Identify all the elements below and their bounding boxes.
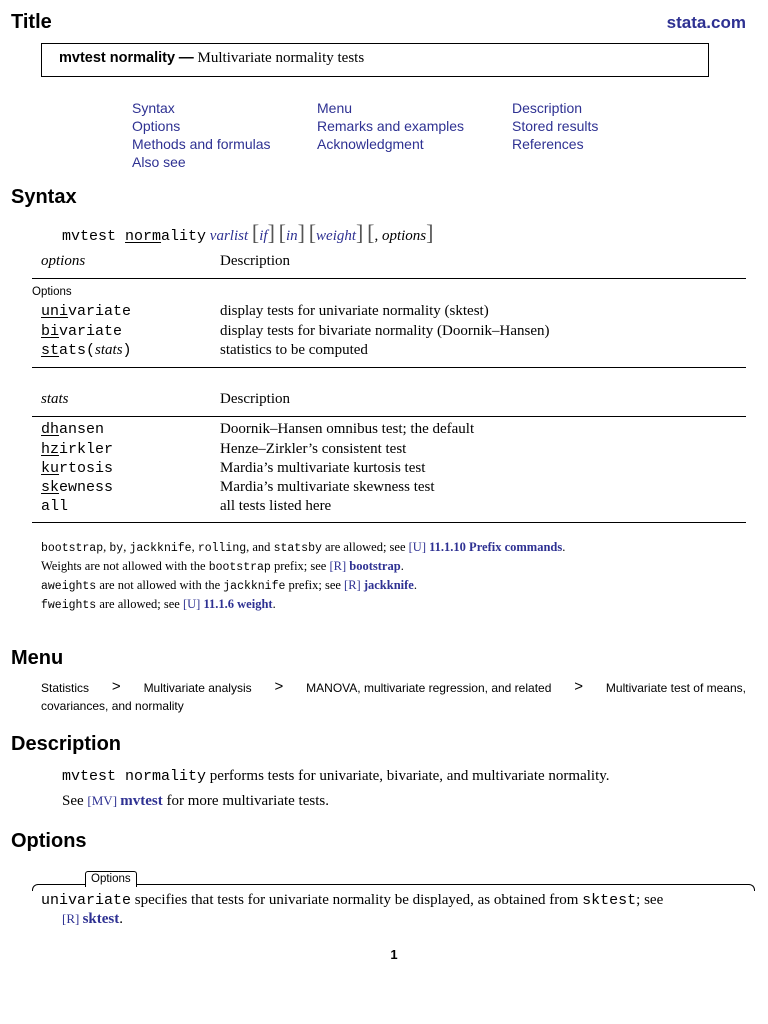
syntax-line: mvtest normality varlist [if] [in] [weight] [, options] (62, 220, 434, 245)
options-table-top-rule (32, 278, 746, 279)
stat-all: all (41, 498, 69, 515)
nav-link-description[interactable]: Description (512, 100, 583, 116)
stats-table-col2-header: Description (220, 391, 290, 407)
nav-column-3 (512, 99, 598, 153)
option-univariate-text-line-2: [R] sktest. (62, 911, 124, 927)
stat-kurtosis-desc: Mardia’s multivariate kurtosis test (220, 460, 426, 476)
site-link[interactable]: stata.com (666, 13, 746, 32)
stat-dhansen-desc: Doornik–Hansen omnibus test; the default (220, 421, 475, 437)
menu-path (41, 679, 746, 715)
nav-link-references[interactable]: References (512, 136, 584, 152)
nav-column-2 (317, 99, 464, 153)
nav-link-acknowledgment[interactable]: Acknowledgment (317, 136, 424, 152)
stats-table-bottom-rule (32, 522, 746, 523)
page-heading: Title (11, 11, 52, 33)
link-prefix-commands[interactable]: 11.1.10 Prefix commands (429, 540, 563, 554)
menu-item-manova[interactable]: MANOVA, multivariate regression, and related (306, 681, 552, 695)
stat-kurtosis: kurtosis (41, 460, 114, 477)
note-aweights: aweights are not allowed with the jackknife prefix; see [R] jackknife. (41, 578, 417, 593)
option-bivariate-desc: display tests for bivariate normality (Doornik–Hansen) (220, 323, 550, 339)
options-tab-label: Options (85, 871, 137, 887)
syntax-options: options (381, 228, 427, 244)
syntax-if: if (259, 228, 268, 244)
menu-item-statistics[interactable]: Statistics (41, 681, 90, 695)
link-mvtest[interactable]: mvtest (120, 793, 163, 809)
stat-dhansen: dhansen (41, 421, 105, 438)
stat-hzirkler-desc: Henze–Zirkler’s consistent test (220, 441, 407, 457)
option-stats: stats(stats) (41, 342, 132, 359)
option-bivariate: bivariate (41, 323, 123, 340)
section-syntax-heading: Syntax (11, 186, 77, 208)
page-number: 1 (390, 947, 398, 962)
menu-separator: > (274, 678, 284, 695)
syntax-command: mvtest normality (62, 228, 207, 245)
nav-link-also-see[interactable]: Also see (132, 154, 186, 170)
title-description: Multivariate normality tests (197, 50, 365, 66)
link-bootstrap[interactable]: bootstrap (349, 559, 401, 573)
nav-link-remarks[interactable]: Remarks and examples (317, 118, 465, 134)
title-box (41, 43, 709, 77)
nav-link-stored-results[interactable]: Stored results (512, 118, 599, 134)
options-table-col1-header: options (41, 253, 86, 269)
stat-skewness: skewness (41, 479, 114, 496)
menu-separator: > (574, 678, 584, 695)
note-prefix-commands: bootstrap, by, jackknife, rolling, and statsby are allowed; see [U] 11.1.10 Prefix commands. (41, 540, 566, 555)
stat-hzirkler: hzirkler (41, 441, 114, 458)
menu-item-multivariate-analysis[interactable]: Multivariate analysis (143, 681, 252, 695)
menu-item-line2[interactable]: covariances, and normality (41, 699, 184, 713)
options-table-bottom-rule (32, 367, 746, 368)
options-group-label: Options (32, 286, 72, 298)
section-description-heading: Description (11, 733, 122, 755)
stats-table-top-rule (32, 416, 746, 417)
option-univariate: univariate (41, 303, 132, 320)
description-line-2: See [MV] mvtest for more multivariate tests. (62, 793, 329, 809)
stat-all-desc: all tests listed here (220, 498, 332, 514)
title-command: mvtest normality (59, 50, 176, 66)
syntax-comma: , (374, 228, 379, 244)
link-weight[interactable]: 11.1.6 weight (203, 597, 273, 611)
nav-link-methods[interactable]: Methods and formulas (132, 136, 271, 152)
link-jackknife[interactable]: jackknife (363, 578, 414, 592)
option-stats-desc: statistics to be computed (220, 342, 368, 358)
stat-skewness-desc: Mardia’s multivariate skewness test (220, 479, 435, 495)
syntax-varlist: varlist (209, 228, 249, 244)
link-sktest[interactable]: sktest (82, 911, 120, 927)
nav-link-options[interactable]: Options (132, 118, 181, 134)
nav-link-syntax[interactable]: Syntax (132, 100, 175, 116)
note-weights-bootstrap: Weights are not allowed with the bootstrap prefix; see [R] bootstrap. (41, 559, 404, 574)
syntax-weight: weight (316, 228, 357, 244)
description-line-1: mvtest normality performs tests for univariate, bivariate, and multivariate normality. (62, 768, 610, 785)
options-tab-rule (32, 884, 755, 891)
syntax-in: in (285, 228, 298, 244)
menu-item-multivariate-test[interactable]: Multivariate test of means, (605, 681, 746, 695)
option-univariate-desc: display tests for univariate normality (sktest) (220, 303, 489, 319)
section-options-heading: Options (11, 830, 87, 852)
stats-table-col1-header: stats (41, 391, 69, 407)
options-table-col2-header: Description (220, 253, 290, 269)
note-fweights: fweights are allowed; see [U] 11.1.6 weight. (41, 597, 276, 612)
option-univariate-text-line-1: univariate specifies that tests for univariate normality be displayed, as obtained from sktest; see (41, 892, 664, 909)
section-menu-heading: Menu (11, 647, 64, 669)
nav-column-1 (132, 99, 271, 171)
nav-link-menu[interactable]: Menu (317, 100, 353, 116)
menu-separator: > (111, 678, 121, 695)
title-dash: — (178, 49, 194, 66)
